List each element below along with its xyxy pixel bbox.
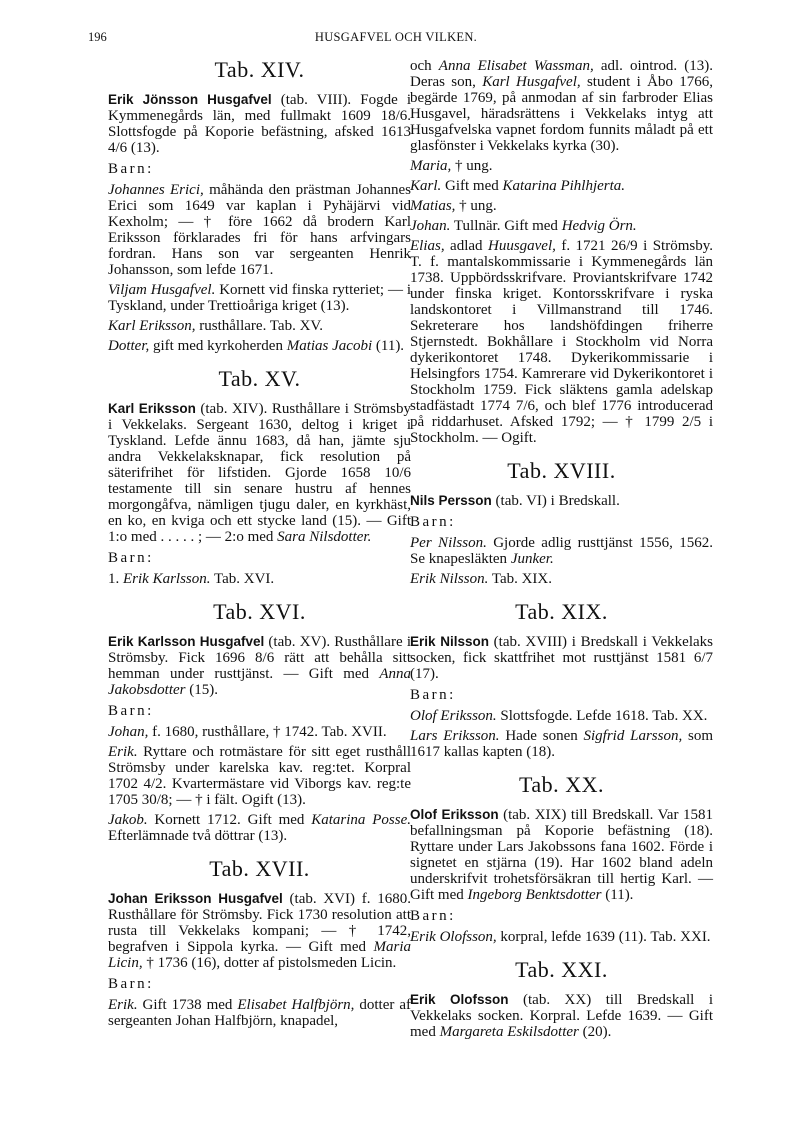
children-label: Barn: <box>410 687 456 703</box>
entry-paragraph: Erik Nilsson (tab. XVIII) i Bredskall i Vekkelaks socken, fick skattfrihet mot rusttjänst 1581 6/7 (17). <box>410 634 713 682</box>
left-column <box>108 58 411 1042</box>
page-header <box>88 30 704 48</box>
section-tab-xxi <box>410 958 713 1040</box>
section-tab-xvii-continued <box>410 58 713 446</box>
child-entry: Matias, † ung. <box>410 198 497 214</box>
children-label: Barn: <box>108 550 154 566</box>
child-entry: Jakob. Kornett 1712. Gift med Katarina Posse. Efterlämnade två döttrar (13). <box>108 812 411 844</box>
section-heading: Tab. XVI. <box>213 599 306 624</box>
child-entry: Dotter, gift med kyrkoherden Matias Jacobi (11). <box>108 338 405 354</box>
section-heading: Tab. XX. <box>519 772 604 797</box>
child-entry: 1. Erik Karlsson. Tab. XVI. <box>108 571 275 587</box>
child-entry: Erik Olofsson, korpral, lefde 1639 (11). Tab. XXI. <box>410 929 711 945</box>
child-entry: Karl. Gift med Katarina Pihlhjerta. <box>410 178 626 194</box>
running-head: HUSGAFVEL OCH VILKEN. <box>314 30 478 44</box>
section-tab-xv <box>108 367 411 587</box>
entry-paragraph: Johan Eriksson Husgafvel (tab. XVI) f. 1680. Rusthållare för Strömsby. Fick 1730 resolution att rusta till Vekkelaks kompani; — † 1742, begrafven i Sippola kyrka. — Gift med Maria Licin, † 1736 (16), dotter af pistolsmeden Licin. <box>108 891 411 971</box>
section-heading: Tab. XIX. <box>515 599 608 624</box>
child-entry: Lars Eriksson. Hade sonen Sigfrid Larsson, som 1617 kallas kapten (18). <box>410 728 713 760</box>
child-entry: Johan. Tullnär. Gift med Hedvig Örn. <box>410 218 637 234</box>
child-entry: Johannes Erici, måhända den prästman Johannes Erici som 1649 var kaplan i Pyhäjärvi vid Kexholm; — † före 1662 då brodern Karl Eriksson förklarades fri för hans arfvingars fordran. Hans son var sergeanten Henrik Johansson, som lefde 1671. <box>108 182 411 278</box>
right-column <box>410 58 713 1053</box>
children-label: Barn: <box>108 703 154 719</box>
section-tab-xvii <box>108 857 411 1029</box>
children-label: Barn: <box>108 161 154 177</box>
child-entry: Viljam Husgafvel. Kornett vid finska rytteriet; — i Tyskland, under Trettioåriga kriget (13). <box>108 282 411 314</box>
child-entry: Maria, † ung. <box>410 158 493 174</box>
section-heading: Tab. XVIII. <box>507 458 616 483</box>
section-tab-xviii <box>410 459 713 587</box>
child-entry: Erik. Gift 1738 med Elisabet Halfbjörn, dotter af sergeanten Johan Halfbjörn, knapadel, <box>108 997 411 1029</box>
entry-paragraph: Erik Olofsson (tab. XX) till Bredskall i Vekkelaks socken. Korpral. Lefde 1639. — Gift med Margareta Eskilsdotter (20). <box>410 992 713 1040</box>
entry-paragraph: Karl Eriksson (tab. XIV). Rusthållare i Strömsby i Vekkelaks. Sergeant 1630, deltog i kriget i Tyskland. Lefde ännu 1683, då han, jämte sju andra Vekkelaksknapar, fick resolution på säterifrihet för lifstiden. Gjorde 1658 10/6 testamente till sin senare hustru af hennes morgongåfva, nämligen tjugu daler, en kyrkhäst, en ko, en kviga och ett stycke land (15). — Gift 1:o med . . . . . ; — 2:o med Sara Nilsdotter. <box>108 401 411 545</box>
section-tab-xx <box>410 773 713 945</box>
section-heading: Tab. XV. <box>218 366 301 391</box>
child-entry: Johan, f. 1680, rusthållare, † 1742. Tab. XVII. <box>108 724 387 740</box>
section-tab-xvi <box>108 600 411 844</box>
child-entry: Per Nilsson. Gjorde adlig rusttjänst 1556, 1562. Se knapesläkten Junker. <box>410 535 713 567</box>
entry-paragraph: Erik Karlsson Husgafvel (tab. XV). Rusthållare i Strömsby. Fick 1696 8/6 rätt att behålla sitt hemman under rusttjänst. — Gift med Anna Jakobsdotter (15). <box>108 634 411 698</box>
child-entry: Elias, adlad Huusgavel, f. 1721 26/9 i Strömsby. T. f. mantalskommissarie i Kymmenegårds län 1738. Uppbördsskrifvare. Proviantskrifvare 1742 under finska kriget. Kontorsskrifvare i ryska landskontoret i Villmanstrand till 1746. Sekreterare hos landshöfdingen friherre Stjernstedt. Bokhållare i Stockholm vid Norra dykerikontoret 1748. Dykerikommissarie i Helsingfors 1754. Kamrerare vid Dykerikontoret i Stockholm 1759. Fick släktens gamla adelskap stadfästadt 1774 7/6, och blef 1776 introducerad på riddarhuset. Afsked 1792; — † 1799 2/5 i Stockholm. — Ogift. <box>410 238 713 446</box>
page-number: 196 <box>88 30 107 44</box>
entry-paragraph: Olof Eriksson (tab. XIX) till Bredskall. Var 1581 befallningsman på Koporie befästning (18). Ryttare under Lars Jakobssons fana 1602. Förde i signetet en stjärna (19). Har 1602 bland adeln underskrifvit trohetsförsäkran till hertig Karl. — Gift med Ingeborg Benktsdotter (11). <box>410 807 713 903</box>
section-heading: Tab. XVII. <box>209 856 310 881</box>
child-entry: Erik Nilsson. Tab. XIX. <box>410 571 553 587</box>
child-entry: Karl Eriksson, rusthållare. Tab. XV. <box>108 318 324 334</box>
children-label: Barn: <box>108 976 154 992</box>
child-entry: Olof Eriksson. Slottsfogde. Lefde 1618. Tab. XX. <box>410 708 708 724</box>
children-label: Barn: <box>410 908 456 924</box>
section-heading: Tab. XIV. <box>214 57 305 82</box>
section-heading: Tab. XXI. <box>515 957 608 982</box>
child-entry: Erik. Ryttare och rotmästare för sitt eget rusthåll Strömsby under karelska kav. reg:tet. Korpral 1702 4/2. Kvartermästare vid Viborgs kav. reg:te 1705 30/8; — † i fält. Ogift (13). <box>108 744 411 808</box>
section-tab-xiv <box>108 58 411 354</box>
entry-paragraph: Erik Jönsson Husgafvel (tab. VIII). Fogde i Kymmenegårds län, med fullmakt 1609 18/6. Slottsfogde på Koporie befästning, afsked 1613 4/6 (13). <box>108 92 411 156</box>
children-label: Barn: <box>410 514 456 530</box>
entry-paragraph: Nils Persson (tab. VI) i Bredskall. <box>410 493 620 509</box>
entry-paragraph: och Anna Elisabet Wassman, adl. ointrod. (13). Deras son, Karl Husgafvel, student i Åbo 1766, begärde 1769, på anmodan af sin farbroder Elias Husgavel, häradsrättens i Vekkelaks intyg att Husgafvelska vapnet fordom funnits måladt på ett glasfönster i Vekkelaks kyrka (30). <box>410 58 713 154</box>
section-tab-xix <box>410 600 713 760</box>
